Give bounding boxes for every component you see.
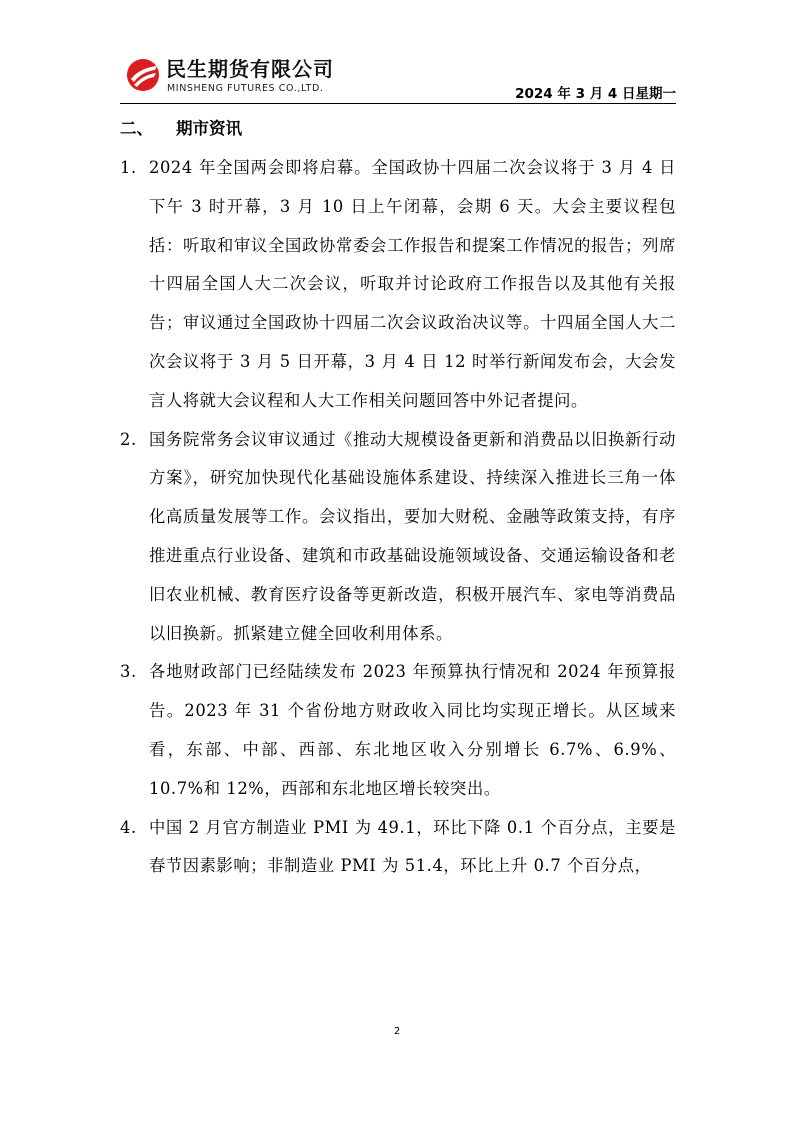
brand-name-chinese: 民生期货有限公司 [166, 57, 334, 81]
header-divider [120, 103, 676, 104]
news-item-text: 国务院常务会议审议通过《推动大规模设备更新和消费品以旧换新行动方案》，研究加快现代化基础设施体系建设、持续深入推进长三角一体化高质量发展等工作。会议指出，要加大财税、金融等政策支持，有序推进重点行业设备、建筑和市政基础设施领域设备、交通运输设备和老旧农业机械、教育医疗设备等更新改造，积极开展汽车、家电等消费品以旧换新。抓紧建立健全回收利用体系。 [149, 429, 676, 643]
news-item-index: 2. [120, 429, 137, 449]
page-number: 2 [393, 1026, 401, 1037]
report-date: 2024 年 3 月 4 日星期一 [515, 86, 676, 102]
news-item-index: 3. [120, 662, 137, 682]
news-list [120, 149, 676, 886]
brand-name-english: MINSHENG FUTURES CO.,LTD. [167, 83, 324, 94]
minsheng-logo-icon [125, 57, 161, 93]
section-number: 二、 [120, 119, 153, 138]
news-item-text: 2024 年全国两会即将启幕。全国政协十四届二次会议将于 3 月 4 日下午 3 时开幕，3 月 10 日上午闭幕，会期 6 天。大会主要议程包括：听取和审议全国政协常委会工作报告和提案工作情况的报告；列席十四届全国人大二次会议，听取并讨论政府工作报告以及其他有关报告；审议通过全国政协十四届二次会议政治决议等。十四届全国人大二次会议将于 3 月 5 日开幕，3 月 4 日 12 时举行新闻发布会，大会发言人将就大会议程和人大工作相关问题回答中外记者提问。 [149, 158, 676, 410]
news-item [120, 149, 676, 421]
section-title: 期市资讯 [176, 119, 242, 138]
page-header [120, 55, 676, 103]
news-item-index: 1. [120, 158, 137, 177]
section-heading [120, 115, 242, 139]
news-item [120, 653, 676, 808]
news-item [120, 809, 676, 887]
news-item-text: 各地财政部门已经陆续发布 2023 年预算执行情况和 2024 年预算报告。2023 年 31 个省份地方财政收入同比均实现正增长。从区域来看，东部、中部、西部、东北地区收入分别增长 6.7%、6.9%、10.7%和 12%，西部和东北地区增长较突出。 [149, 662, 676, 798]
news-item-index: 4. [120, 817, 137, 837]
news-item [120, 421, 676, 654]
news-item-text: 中国 2 月官方制造业 PMI 为 49.1，环比下降 0.1 个百分点，主要是春节因素影响；非制造业 PMI 为 51.4，环比上升 0.7 个百分点， [149, 817, 676, 876]
